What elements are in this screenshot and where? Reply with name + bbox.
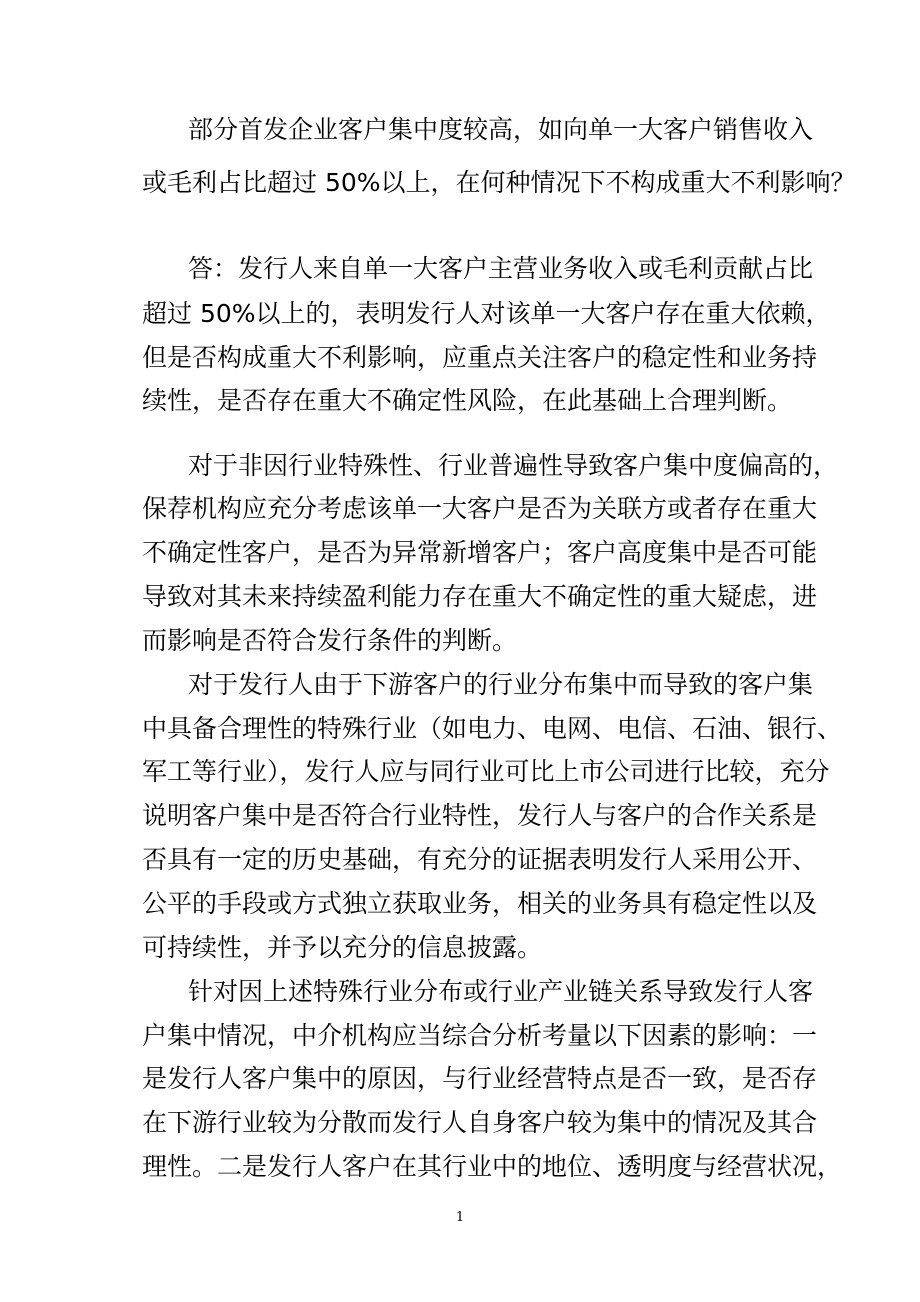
paragraph-line: 中具备合理性的特殊行业（如电力、电网、电信、石油、银行、 [142, 714, 843, 743]
paragraph-line: 超过 50%以上的，表明发行人对该单一大客户存在重大依赖， [142, 299, 831, 328]
page-number: 1 [455, 1210, 465, 1225]
paragraph-line: 答：发行人来自单一大客户主营业务收入或毛利贡献占比 [188, 254, 814, 283]
paragraph-line: 导致对其未来持续盈利能力存在重大不确定性的重大疑虑，进 [142, 582, 818, 611]
question-line: 或毛利占比超过 50%以上，在何种情况下不构成重大不利影响？ [142, 168, 856, 197]
question-line: 部分首发企业客户集中度较高，如向单一大客户销售收入 [188, 115, 814, 144]
paragraph-line: 但是否构成重大不利影响，应重点关注客户的稳定性和业务持 [142, 343, 818, 372]
paragraph-line: 说明客户集中是否符合行业特性，发行人与客户的合作关系是 [142, 801, 818, 830]
paragraph-line: 而影响是否符合发行条件的判断。 [142, 626, 518, 655]
paragraph-line: 否具有一定的历史基础，有充分的证据表明发行人采用公开、 [142, 845, 818, 874]
paragraph-line: 不确定性客户，是否为异常新增客户；客户高度集中是否可能 [142, 538, 818, 567]
paragraph-line: 对于发行人由于下游客户的行业分布集中而导致的客户集 [188, 670, 814, 699]
paragraph-line: 在下游行业较为分散而发行人自身客户较为集中的情况及其合 [142, 1108, 818, 1137]
paragraph-line: 续性，是否存在重大不确定性风险，在此基础上合理判断。 [142, 386, 793, 415]
paragraph-line: 是发行人客户集中的原因，与行业经营特点是否一致，是否存 [142, 1064, 818, 1093]
paragraph-line: 户集中情况，中介机构应当综合分析考量以下因素的影响：一 [142, 1021, 818, 1050]
paragraph-line: 可持续性，并予以充分的信息披露。 [142, 933, 543, 962]
paragraph-line: 针对因上述特殊行业分布或行业产业链关系导致发行人客 [188, 977, 814, 1006]
paragraph-line: 对于非因行业特殊性、行业普遍性导致客户集中度偏高的， [188, 451, 839, 480]
paragraph-line: 军工等行业），发行人应与同行业可比上市公司进行比较，充分 [142, 757, 830, 786]
paragraph-line: 公平的手段或方式独立获取业务，相关的业务具有稳定性以及 [142, 889, 818, 918]
paragraph-line: 理性。二是发行人客户在其行业中的地位、透明度与经营状况， [142, 1152, 843, 1181]
paragraph-line: 保荐机构应充分考虑该单一大客户是否为关联方或者存在重大 [142, 494, 818, 523]
